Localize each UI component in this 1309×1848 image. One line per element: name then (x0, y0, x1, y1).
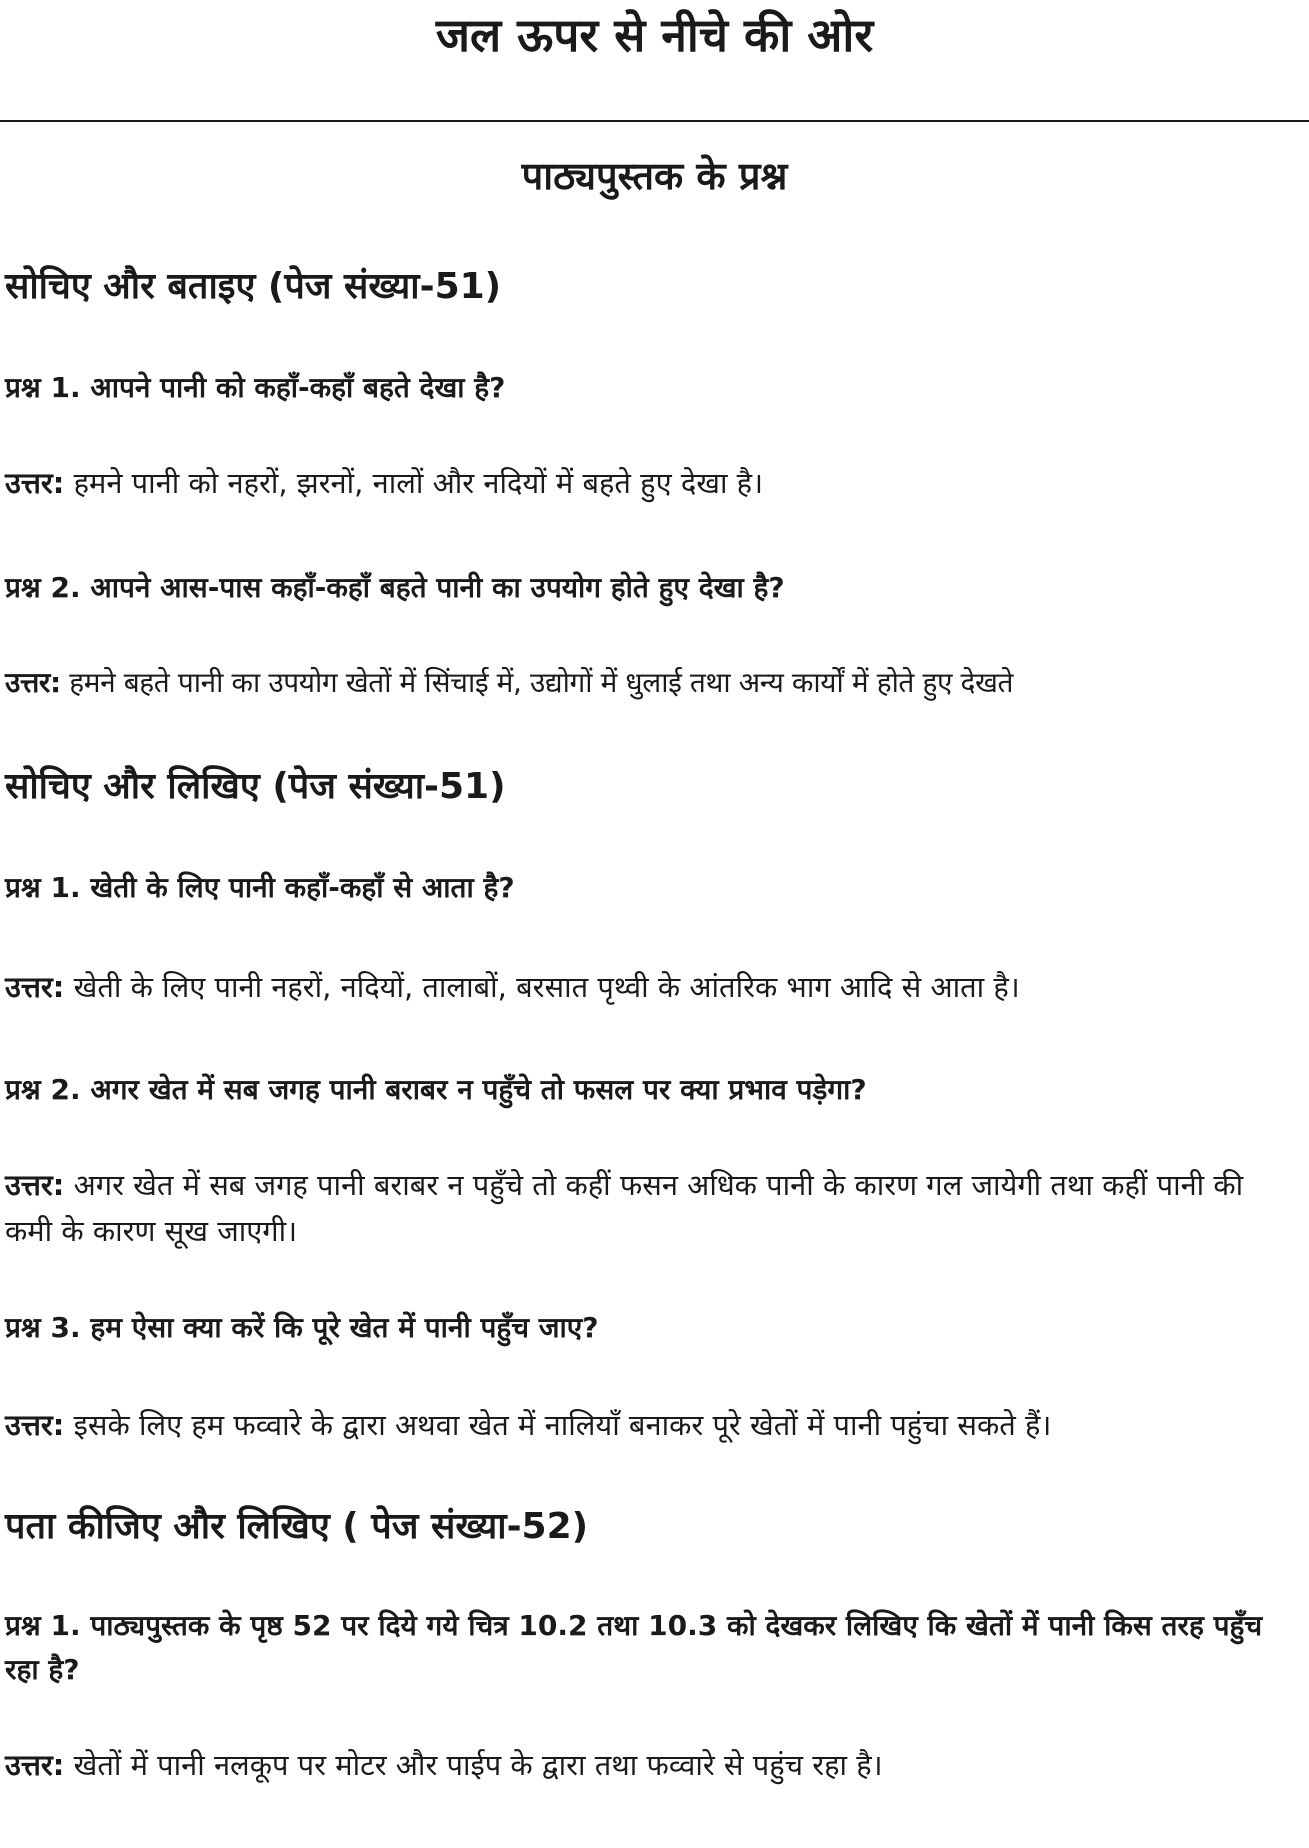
answer-text: खेती के लिए पानी नहरों, नदियों, तालाबों, बरसात पृथ्वी के आंतरिक भाग आदि से आता है। (73, 970, 1020, 1004)
answer-text: हमने पानी को नहरों, झरनों, नालों और नदियों में बहते हुए देखा है। (73, 466, 764, 500)
answer-label: उत्तर: (5, 666, 61, 699)
answer (5, 660, 1305, 706)
answer-label: उत्तर: (5, 1408, 65, 1442)
answer (5, 1402, 1305, 1448)
page-title: जल ऊपर से नीचे की ओर (435, 8, 874, 62)
question: प्रश्न 2. अगर खेत में सब जगह पानी बराबर न पहुँचे तो फसल पर क्या प्रभाव पड़ेगा? (5, 1073, 867, 1106)
answer-label: उत्तर: (5, 466, 65, 500)
answer-label: उत्तर: (5, 1168, 65, 1202)
question: प्रश्न 1. आपने पानी को कहाँ-कहाँ बहते देखा है? (5, 371, 506, 404)
answer-text: इसके लिए हम फव्वारे के द्वारा अथवा खेत में नालियाँ बनाकर पूरे खेतों में पानी पहुंचा सकते हैं। (73, 1408, 1052, 1442)
answer (5, 1162, 1285, 1254)
section-heading: पता कीजिए और लिखिए ( पेज संख्या-52) (5, 1506, 589, 1547)
question: प्रश्न 3. हम ऐसा क्या करें कि पूरे खेत में पानी पहुँच जाए? (5, 1311, 599, 1344)
answer (5, 964, 1305, 1010)
title-divider (0, 120, 1309, 122)
question: प्रश्न 1. खेती के लिए पानी कहाँ-कहाँ से आता है? (5, 871, 515, 904)
answer-text: अगर खेत में सब जगह पानी बराबर न पहुँचे तो कहीं फसन अधिक पानी के कारण गल जायेगी तथा कहीं पानी की कमी के कारण सूख जाएगी। (5, 1168, 1244, 1248)
question: प्रश्न 2. आपने आस-पास कहाँ-कहाँ बहते पानी का उपयोग होते हुए देखा है? (5, 571, 785, 604)
answer-text: खेतों में पानी नलकूप पर मोटर और पाईप के द्वारा तथा फव्वारे से पहुंच रहा है। (73, 1748, 883, 1782)
answer (5, 460, 1305, 506)
question: प्रश्न 1. पाठ्यपुस्तक के पृष्ठ 52 पर दिये गये चित्र 10.2 तथा 10.3 को देखकर लिखिए कि खेतों में पानी किस तरह पहुँच रहा है? (5, 1609, 1263, 1686)
section-heading: सोचिए और बताइए (पेज संख्या-51) (5, 266, 502, 307)
answer (5, 1742, 1305, 1788)
answer-text: हमने बहते पानी का उपयोग खेतों में सिंचाई में, उद्योगों में धुलाई तथा अन्य कार्यों में होते हुए देखते (69, 666, 1014, 699)
answer-label: उत्तर: (5, 1748, 65, 1782)
answer-label: उत्तर: (5, 970, 65, 1004)
section-heading: सोचिए और लिखिए (पेज संख्या-51) (5, 766, 506, 807)
page-subtitle: पाठ्यपुस्तक के प्रश्न (521, 154, 788, 198)
